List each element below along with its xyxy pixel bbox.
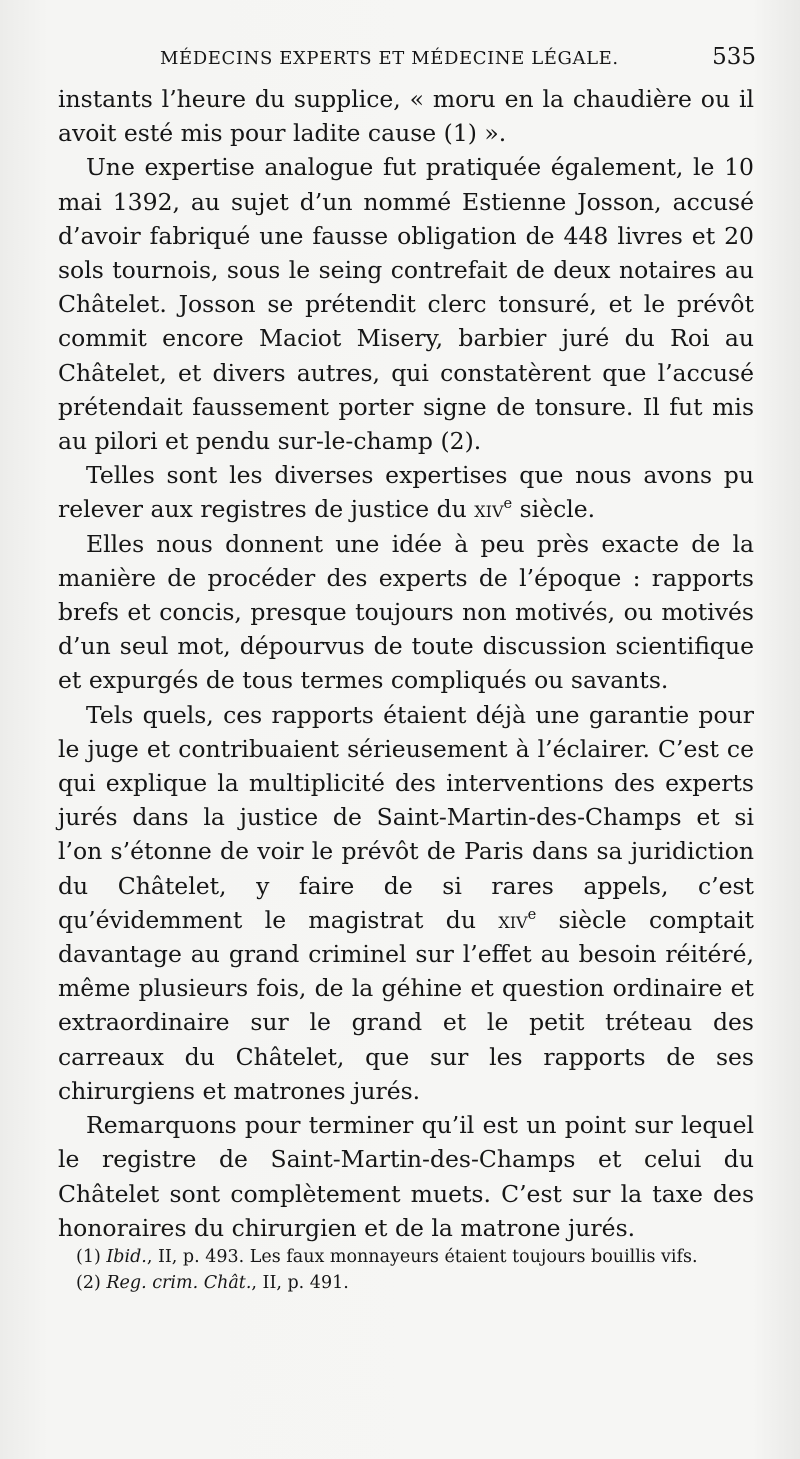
paragraph-5-text-b: siècle comptait davantage au grand criminel sur l’effet au besoin réitéré, même plusieurs fois, de la géhine et question ordinaire et extraordinaire sur le grand et le petit tréteau des carreaux du Châtelet, que sur les rapports de ses chirurgiens et matrones jurés.: [58, 905, 754, 1105]
paragraph-3-text-a: Telles sont les diverses expertises que nous avons pu relever aux registres de justice du: [58, 461, 754, 524]
footnote-1-text: , II, p. 493. Les faux monnayeurs étaient toujours bouillis vifs.: [146, 1247, 698, 1267]
page-header: [160, 44, 756, 74]
footnotes: [58, 1244, 754, 1296]
paragraph-4: Elles nous donnent une idée à peu près exacte de la manière de procéder des experts de l’époque : rapports brefs et concis, presque toujours non motivés, ou motivés d’un seul mot, dépourvus de toute discussion scientifique et expurgés de tous termes compliqués ou savants.: [58, 529, 754, 695]
footnote-2-text: , II, p. 491.: [251, 1273, 349, 1293]
paragraph-5: [58, 698, 754, 1108]
footnote-2-source: Reg. crim. Chât.: [106, 1273, 252, 1293]
paragraph-1: instants l’heure du supplice, « moru en la chaudière ou il avoit esté mis pour ladite cause (1) ».: [58, 85, 754, 148]
paragraph-2: Une expertise analogue fut pratiquée également, le 10 mai 1392, au sujet d’un nommé Estienne Josson, accusé d’avoir fabriqué une fausse obligation de 448 livres et 20 sols tournois, sous le seing contrefait de deux notaires au Châtelet. Josson se prétendit clerc tonsuré, et le prévôt commit encore Maciot Misery, barbier juré du Roi au Châtelet, et divers autres, qui constatèrent que l’accusé prétendait faussement porter signe de tonsure. Il fut mis au pilori et pendu sur-le-champ (2).: [58, 153, 754, 456]
page-number: 535: [712, 44, 756, 70]
footnote-1-source: Ibid.: [106, 1247, 147, 1267]
paragraph-3-text-b: siècle.: [512, 495, 596, 524]
paragraph-5-text-a: Tels quels, ces rapports étaient déjà une garantie pour le juge et contribuaient sérieusement à l’éclairer. C’est ce qui explique la multiplicité des interventions des experts jurés dans la justice de Saint-Martin-des-Champs et si l’on s’étonne de voir le prévôt de Paris dans sa juridiction du Châtelet, y faire de si rares appels, c’est qu’évidemment le magistrat du: [58, 700, 754, 934]
century-numeral: xiv: [498, 905, 528, 934]
footnote-2-marker: (2): [76, 1273, 107, 1293]
paragraph-6: Remarquons pour terminer qu’il est un point sur lequel le registre de Saint-Martin-des-Champs et celui du Châtelet sont complètement muets. C’est sur la taxe des honoraires du chirurgien et de la matrone jurés.: [58, 1111, 754, 1242]
paragraph-3: [58, 458, 754, 526]
body-text: [58, 82, 754, 1245]
century-superscript: e: [527, 906, 537, 924]
running-head: MÉDECINS EXPERTS ET MÉDECINE LÉGALE.: [160, 48, 619, 69]
footnote-2: [58, 1270, 754, 1296]
century-superscript: e: [503, 495, 513, 513]
century-numeral: xiv: [474, 495, 504, 524]
footnote-1-marker: (1): [76, 1247, 107, 1267]
footnote-1: [58, 1244, 754, 1270]
